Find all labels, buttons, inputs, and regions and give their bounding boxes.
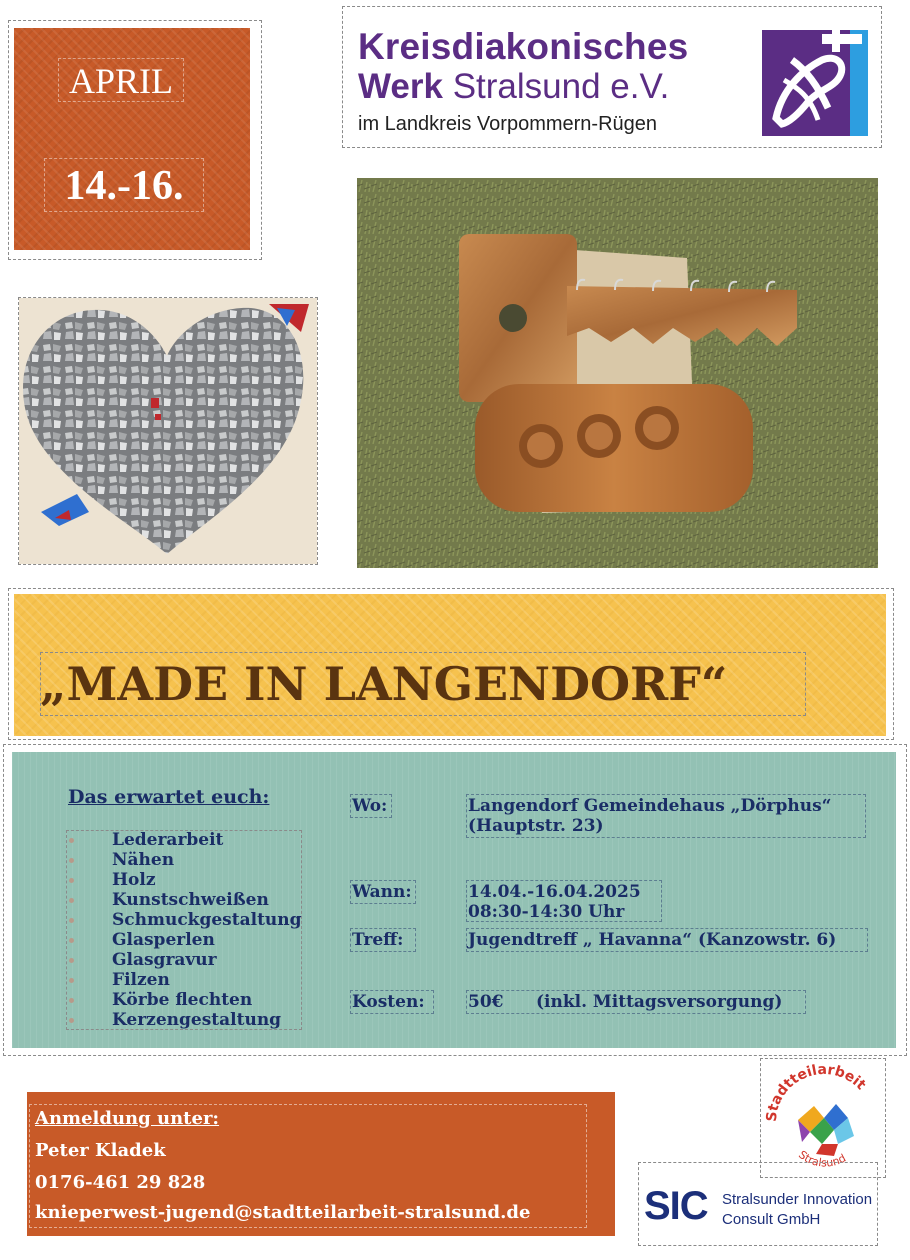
offer-item: Filzen bbox=[66, 970, 306, 990]
offer-item: Nähen bbox=[66, 850, 306, 870]
date-box bbox=[14, 28, 250, 250]
registration-box bbox=[27, 1092, 615, 1236]
where-label: Wo: bbox=[352, 796, 388, 816]
contact-phone: 0176-461 29 828 bbox=[35, 1172, 206, 1193]
offers-heading: Das erwartet euch: bbox=[68, 786, 270, 808]
offer-item: Kunstschweißen bbox=[66, 890, 306, 910]
event-month: APRIL bbox=[58, 58, 184, 102]
mosaic-heart-photo bbox=[19, 298, 317, 564]
when-time: 08:30-14:30 Uhr bbox=[468, 902, 625, 922]
sic-name-line2: Consult GmbH bbox=[722, 1211, 821, 1228]
offer-item: Glasperlen bbox=[66, 930, 306, 950]
logo-org-subname bbox=[358, 66, 669, 108]
meet-value: Jugendtreff „ Havanna“ (Kanzowstr. 6) bbox=[468, 930, 837, 950]
diakonie-knot-logo bbox=[762, 30, 868, 136]
stadtteil-text: Stadtteilarbeit bbox=[764, 1061, 869, 1123]
offer-item: Kerzengestaltung bbox=[66, 1010, 306, 1030]
stralsund-text: Stralsund bbox=[796, 1148, 849, 1170]
where-value-line1: Langendorf Gemeindehaus „Dörphus“ bbox=[468, 796, 832, 816]
contact-name: Peter Kladek bbox=[35, 1140, 166, 1161]
event-title: „MADE IN LANGENDORF“ bbox=[40, 657, 728, 711]
cost-note: (inkl. Mittagsversorgung) bbox=[536, 992, 783, 1012]
offer-item: Lederarbeit bbox=[66, 830, 306, 850]
wooden-key-photo bbox=[357, 178, 878, 568]
offer-item: Glasgravur bbox=[66, 950, 306, 970]
stadtteilarbeit-logo bbox=[764, 1060, 884, 1176]
offer-item: Schmuckgestaltung bbox=[66, 910, 306, 930]
offer-item: Körbe flechten bbox=[66, 990, 306, 1010]
when-label: Wann: bbox=[352, 882, 412, 902]
where-value-line2: (Hauptstr. 23) bbox=[468, 816, 604, 836]
logo-city: Stralsund e.V. bbox=[452, 67, 670, 106]
contact-email: knieperwest-jugend@stadtteilarbeit-stralsund.de bbox=[35, 1202, 531, 1223]
sic-logo-mark: SIC bbox=[644, 1184, 708, 1228]
event-days: 14.-16. bbox=[44, 158, 204, 212]
cost-value: 50€ bbox=[468, 992, 504, 1012]
offer-item: Holz bbox=[66, 870, 306, 890]
when-date: 14.04.-16.04.2025 bbox=[468, 882, 641, 902]
registration-heading: Anmeldung unter: bbox=[35, 1108, 220, 1129]
offers-list bbox=[66, 830, 306, 1030]
cost-label: Kosten: bbox=[352, 992, 425, 1012]
logo-werk: Werk bbox=[358, 67, 443, 106]
logo-org-name: Kreisdiakonisches bbox=[358, 26, 689, 67]
sic-name-line1: Stralsunder Innovation bbox=[722, 1191, 873, 1208]
logo-region: im Landkreis Vorpommern-Rügen bbox=[358, 113, 658, 135]
meet-label: Treff: bbox=[352, 930, 404, 950]
